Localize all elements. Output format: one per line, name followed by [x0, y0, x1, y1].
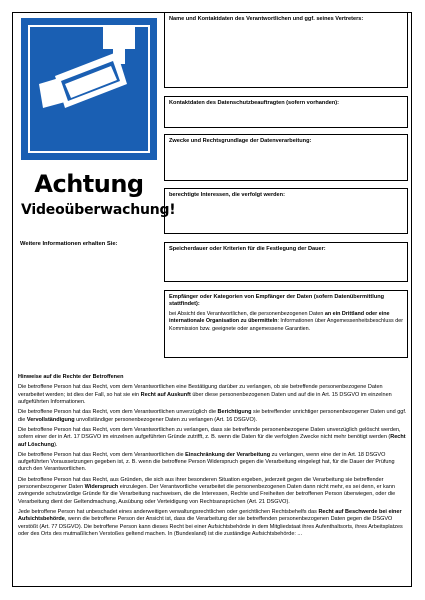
interests-label: berechtigte Interessen, die verfolgt werden: [169, 192, 285, 198]
rights-heading: Hinweise auf die Rechte der Betroffenen [18, 374, 124, 380]
camera-icon [21, 18, 157, 160]
right-rectification: Die betroffene Person hat das Recht, vom dem Verantwortlichen unverzüglich die Berichtigung sie betreffender unrichtiger personenbezogener Daten und ggf. die Vervollständigung unvollständiger personenbezogener Daten zu verlangen (Art. 16 DSGVO). [18, 409, 407, 423]
storage-box [164, 242, 408, 282]
purpose-box [164, 134, 408, 181]
controller-box [164, 12, 408, 88]
right-erasure: Die betroffene Person hat das Recht, vom dem Verantwortlichen zu verlangen, dass sie betreffende personenbezogene Daten unverzüglich gelöscht werden, sofern einer der in Art. 17 DSGVO im einzelnen aufgeführten Gründe zutrifft, z. B. wenn die Daten für die verfolgten Zwecke nicht mehr benötigt werden (Recht auf Löschung). [18, 426, 406, 448]
dpo-label: Kontaktdaten des Datenschutzbeauftragten (sofern vorhanden): [169, 100, 340, 106]
more-info-label: Weitere Informationen erhalten Sie: [20, 241, 118, 247]
camera-sign [21, 18, 157, 160]
sign-title: Achtung [34, 170, 144, 198]
warning-text [21, 170, 176, 218]
recipients-box [164, 290, 408, 358]
right-objection: Die betroffene Person hat das Recht, aus Gründen, die sich aus ihrer besonderen Situation ergeben, jederzeit gegen die Verarbeitung sie betreffender personenbezogener Daten Widerspruch einzulegen. Der Verantwortliche verarbeitet die personenbezogenen Daten dann nicht mehr, es sei denn, er kann zwingende schutzwürdige Gründe für die Verarbeitung nachweisen, die die Interessen, Rechte und Freiheiten der betroffenen Person überwiegen, oder die Verarbeitung dient der Geltendmachung, Ausübung oder Verteidigung von Rechtsansprüchen (Art. 21 DSGVO). [18, 476, 396, 505]
right-restriction: Die betroffene Person hat das Recht, vom dem Verantwortlichen die Einschränkung der Verarbeitung zu verlangen, wenn eine der in Art. 18 DSGVO aufgeführten Voraussetzungen gegeben ist, z. B. wenn die betroffene Person Widerspruch gegen die Verarbeitung eingelegt hat, für die Dauer der Prüfung durch den Verantwortlichen. [18, 451, 395, 473]
rights-section [18, 374, 408, 541]
dpo-box [164, 96, 408, 128]
recipients-note: bei Absicht des Verantwortlichen, die personenbezogenen Daten an ein Drittland oder eine internationale Organisation zu übermitteln: Informationen über Angemessenheitsbeschluss der Kommission bzw. geeignete oder angemessene Garantien. [169, 310, 403, 332]
storage-label: Speicherdauer oder Kriterien für die Festlegung der Dauer: [169, 246, 326, 252]
controller-label: Name und Kontaktdaten des Verantwortlichen und ggf. seines Vertreters: [169, 16, 364, 22]
interests-box [164, 188, 408, 234]
purpose-label: Zwecke und Rechtsgrundlage der Datenverarbeitung: [169, 138, 312, 144]
right-access: Die betroffene Person hat das Recht, vom dem Verantwortlichen eine Bestätigung darüber zu verlangen, ob sie betreffende personenbezogene Daten verarbeitet werden; ist dies der Fall, so hat sie ein Recht auf Auskunft über diese personenbezogenen Daten und auf die in Art. 15 DSGVO im einzelnen aufgeführten Informationen. [18, 384, 392, 405]
sign-subtitle: Videoüberwachung! [21, 202, 176, 218]
right-complaint: Jede betroffene Person hat unbeschadet eines anderweitigen verwaltungsrechtlichen oder gerichtlichen Rechtsbehelfs das Recht auf Beschwerde bei einer Aufsichtsbehörde, wenn die betroffene Person der Ansicht ist, dass die Verarbeitung der sie betreffenden personenbezogenen Daten gegen die DSGVO verstößt (Art. 77 DSGVO). Die betroffene Person kann dieses Recht bei einer Aufsichtsbehörde in dem Mitgliedstaat ihres Aufenthaltsorts, ihres Arbeitsplatzes oder des Orts des mutmaßlichen Verstoßes geltend machen. In (Bundesland) ist die zuständige Aufsichtsbehörde: ... [18, 509, 403, 537]
recipients-label: Empfänger oder Kategorien von Empfänger der Daten (sofern Datenübermittlung stattfindet): [169, 294, 385, 307]
